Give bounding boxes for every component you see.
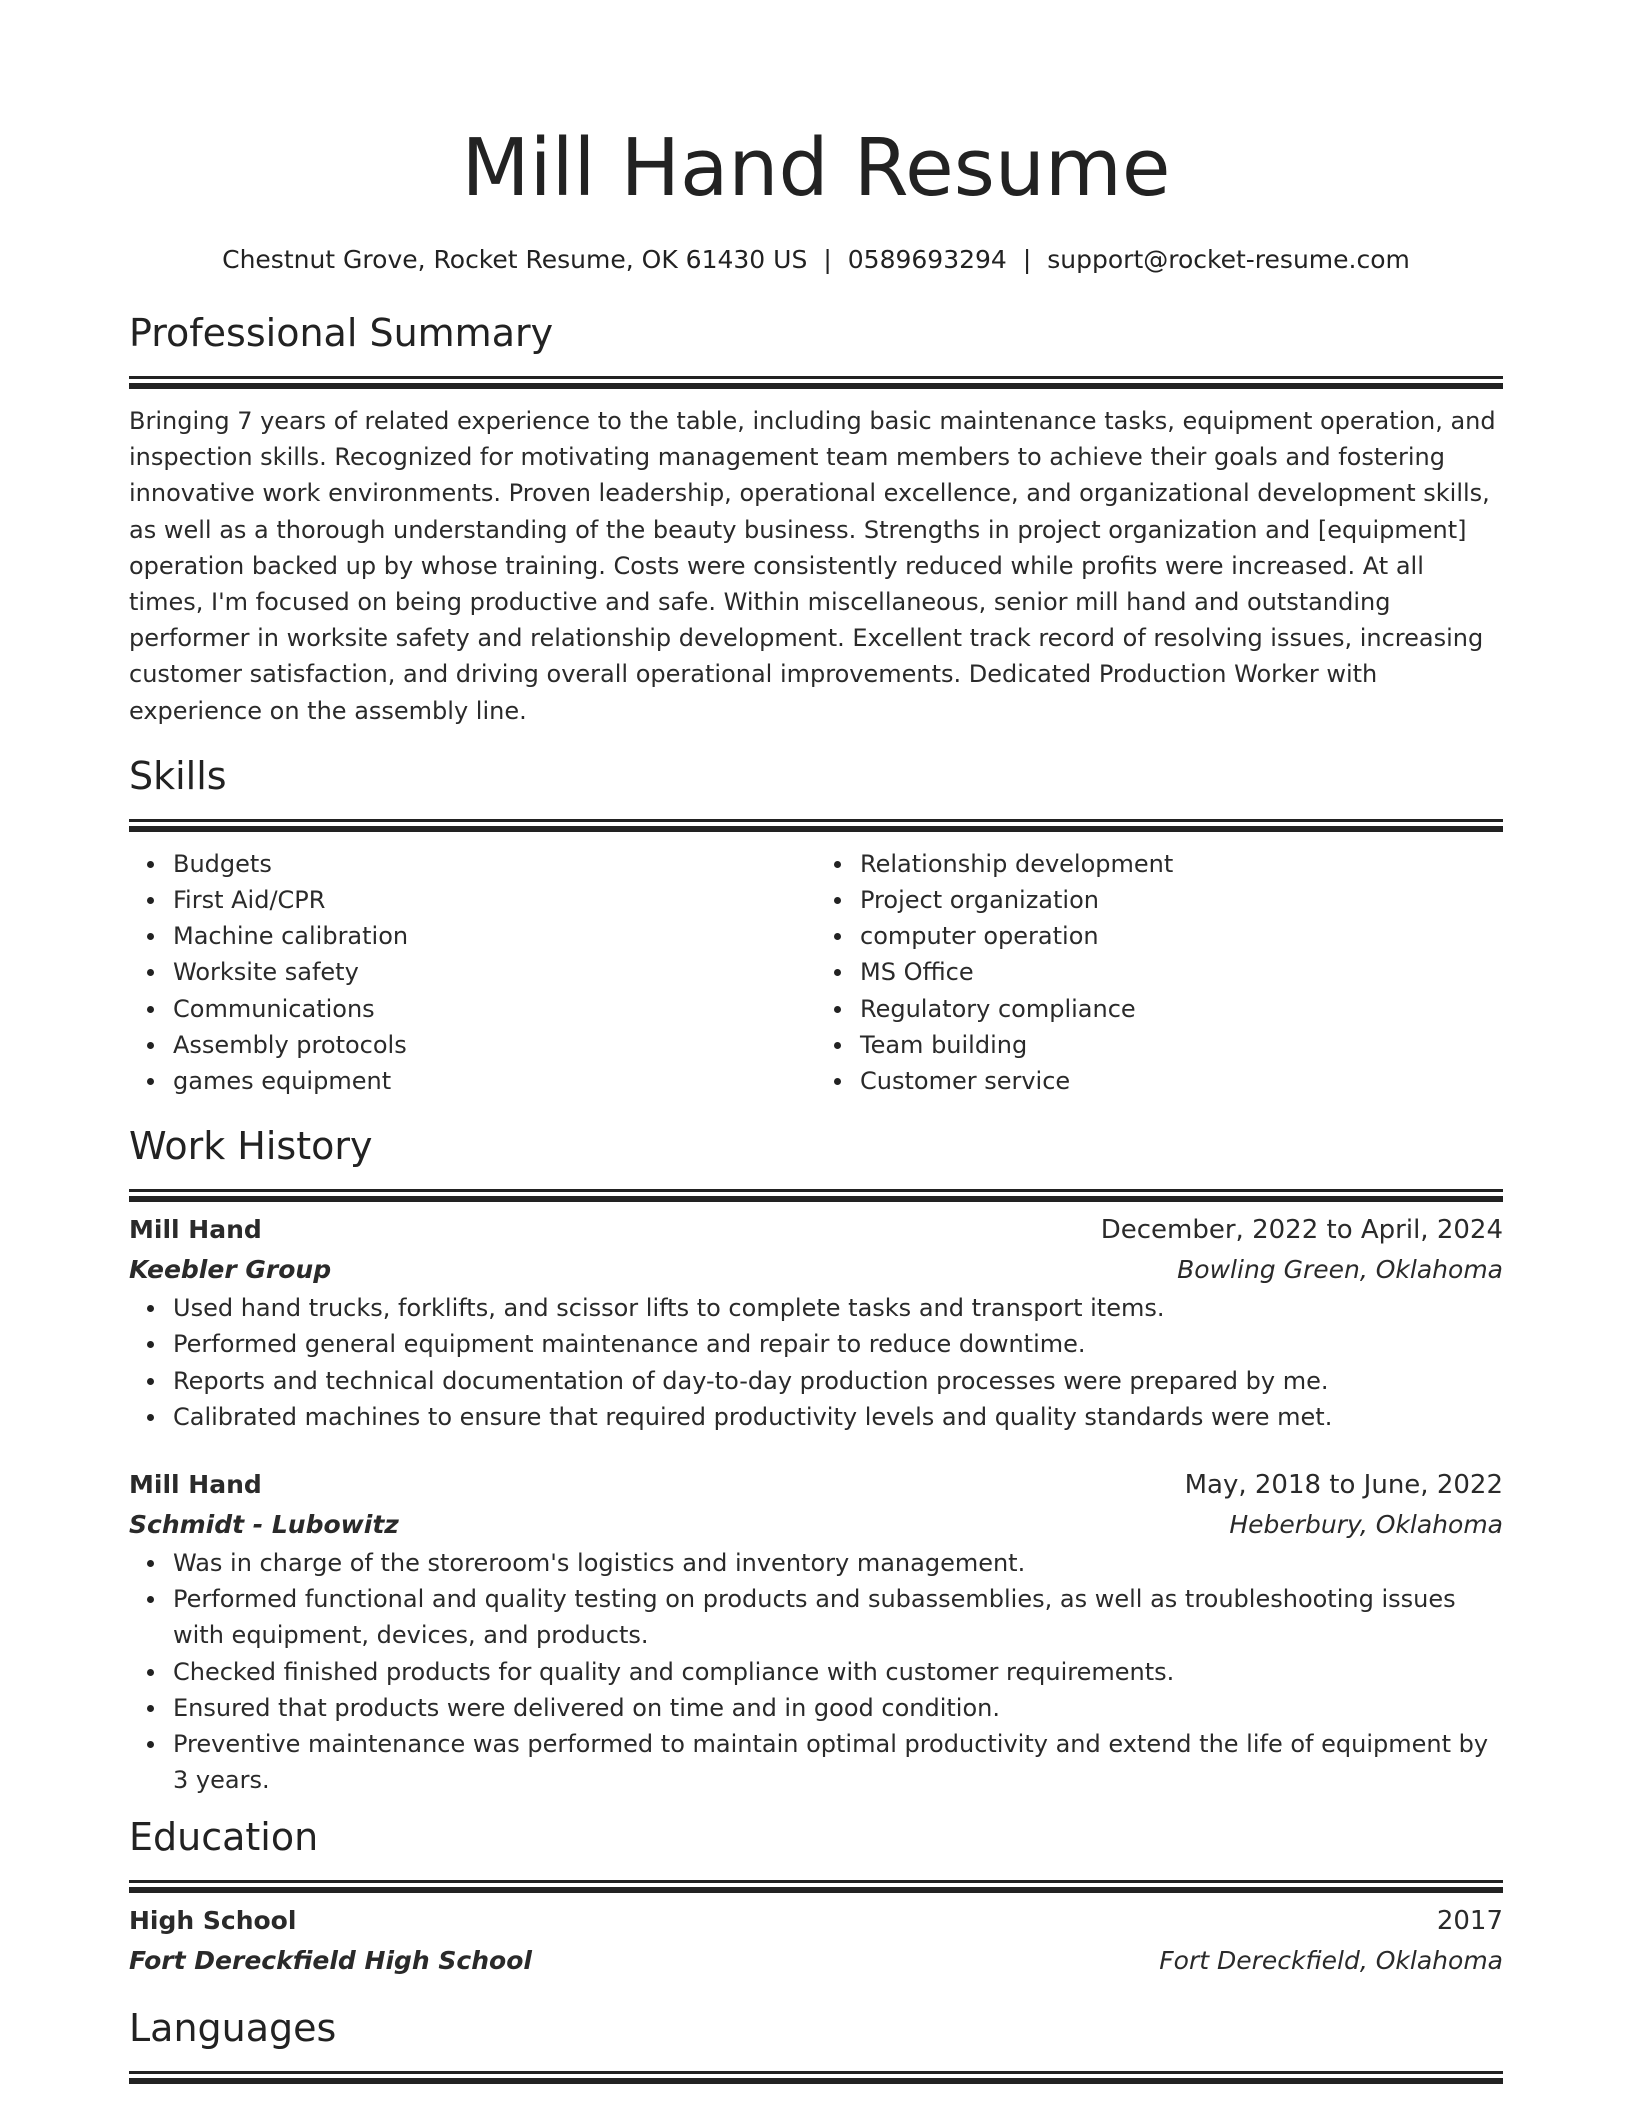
summary-section (129, 308, 1503, 729)
skills-section (129, 751, 1503, 1099)
job-company: Schmidt - Lubowitz (129, 1510, 399, 1540)
skill-item: computer operation (860, 918, 1503, 954)
work-heading: Work History (129, 1124, 373, 1169)
skills-grid (129, 846, 1503, 1099)
skill-item: Team building (860, 1027, 1503, 1063)
job-dates: May, 2018 to June, 2022 (1184, 1470, 1503, 1501)
education-school: Fort Dereckfield High School (129, 1946, 532, 1976)
job-title: Mill Hand (129, 1215, 262, 1245)
contact-phone: 0589693294 (847, 245, 1007, 274)
job-bullet: Preventive maintenance was performed to maintain optimal productivity and extend the life of equipment by 3 years. (173, 1726, 1503, 1798)
education-heading: Education (129, 1815, 319, 1860)
skills-column-right (816, 846, 1503, 1099)
skill-item: Machine calibration (173, 918, 816, 954)
skill-item: Worksite safety (173, 954, 816, 990)
skill-item: Customer service (860, 1063, 1503, 1099)
job-location: Heberbury, Oklahoma (1229, 1510, 1503, 1540)
job-bullet: Checked finished products for quality and compliance with customer requirements. (173, 1654, 1503, 1690)
job-bullet: Performed functional and quality testing on products and subassemblies, as well as troubleshooting issues with equipment, devices, and products. (173, 1581, 1503, 1653)
skills-heading: Skills (129, 753, 227, 798)
job-company: Keebler Group (129, 1255, 332, 1285)
contact-line (129, 242, 1503, 278)
job-bullet: Was in charge of the storeroom's logistics and inventory management. (173, 1545, 1503, 1581)
job-bullet: Calibrated machines to ensure that required productivity levels and quality standards were met. (173, 1399, 1503, 1435)
job-bullets (129, 1290, 1503, 1435)
resume-title: Mill Hand Resume (461, 122, 1171, 214)
education-section (129, 1812, 1503, 1981)
job-bullet: Reports and technical documentation of day-to-day production processes were prepared by me. (173, 1363, 1503, 1399)
education-degree: High School (129, 1906, 297, 1936)
contact-separator: | (1022, 245, 1032, 274)
work-section (129, 1121, 1503, 1798)
skill-item: Relationship development (860, 846, 1503, 882)
contact-separator: | (823, 245, 832, 274)
skill-item: First Aid/CPR (173, 882, 816, 918)
job-bullet: Performed general equipment maintenance and repair to reduce downtime. (173, 1326, 1503, 1362)
education-year: 2017 (1436, 1906, 1503, 1937)
skill-item: Project organization (860, 882, 1503, 918)
section-divider (129, 1880, 1503, 1883)
languages-section (129, 2003, 1503, 2074)
job-bullets (129, 1545, 1503, 1798)
skill-item: Assembly protocols (173, 1027, 816, 1063)
skills-column-left (129, 846, 816, 1099)
contact-email: support@rocket-resume.com (1047, 245, 1410, 274)
job-bullet: Used hand trucks, forklifts, and scissor lifts to complete tasks and transport items. (173, 1290, 1503, 1326)
languages-heading: Languages (129, 2006, 337, 2051)
section-divider (129, 2071, 1503, 2074)
skill-item: Communications (173, 991, 816, 1027)
job-entry (129, 1210, 1503, 1435)
summary-text: Bringing 7 years of related experience to the table, including basic maintenance tasks, equipment operation, and inspection skills. Recognized for motivating management team members to achieve their goals and fostering innovative work environments. Proven leadership, operational excellence, and organizational development skills, as well as a thorough understanding of the beauty business. Strengths in project organization and [equipment] operation backed up by whose training. Costs were consistently reduced while profits were increased. At all times, I'm focused on being productive and safe. Within miscellaneous, senior mill hand and outstanding performer in worksite safety and relationship development. Excellent track record of resolving issues, increasing customer satisfaction, and driving overall operational improvements. Dedicated Production Worker with experience on the assembly line. (129, 407, 1496, 725)
job-dates: December, 2022 to April, 2024 (1100, 1215, 1503, 1246)
job-location: Bowling Green, Oklahoma (1177, 1255, 1503, 1285)
job-title: Mill Hand (129, 1470, 262, 1500)
section-divider (129, 819, 1503, 822)
section-divider (129, 1189, 1503, 1192)
section-divider (129, 376, 1503, 379)
education-location: Fort Dereckfield, Oklahoma (1159, 1946, 1503, 1976)
job-entry (129, 1465, 1503, 1798)
skill-item: Budgets (173, 846, 816, 882)
skill-item: MS Office (860, 954, 1503, 990)
job-bullet: Ensured that products were delivered on time and in good condition. (173, 1690, 1503, 1726)
skill-item: Regulatory compliance (860, 991, 1503, 1027)
contact-address: Chestnut Grove, Rocket Resume, OK 61430 US (222, 245, 808, 274)
skill-item: games equipment (173, 1063, 816, 1099)
summary-heading: Professional Summary (129, 311, 554, 355)
